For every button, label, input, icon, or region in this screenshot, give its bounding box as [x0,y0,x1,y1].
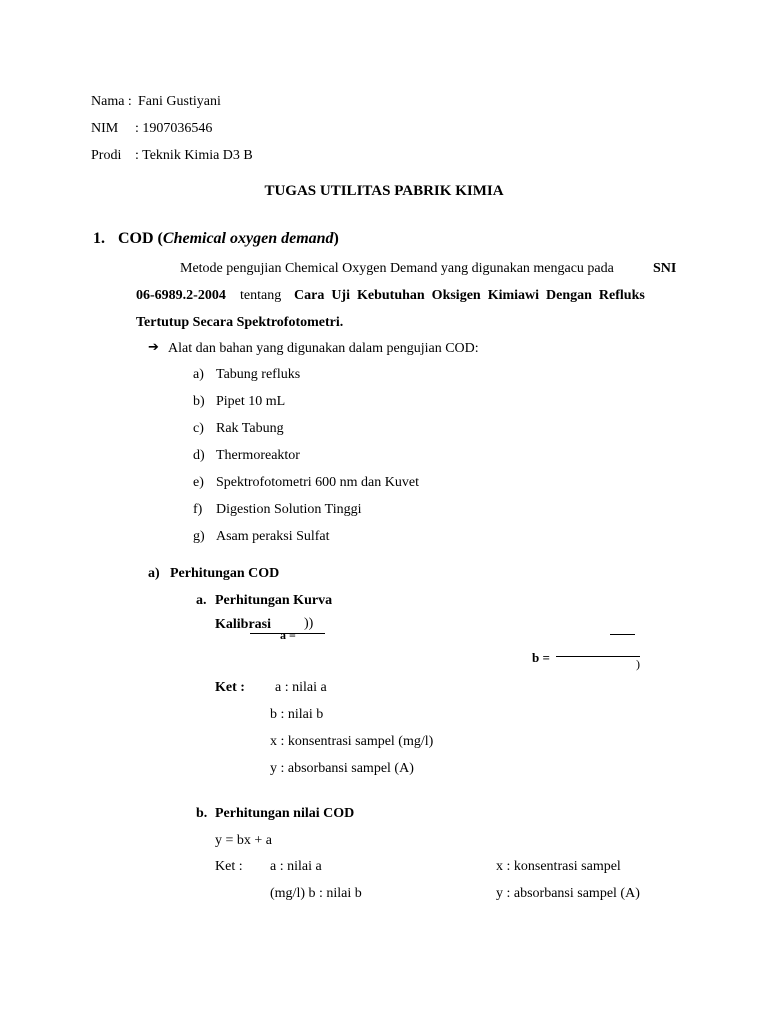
section-number: 1. [93,230,105,247]
prodi-value: : Teknik Kimia D3 B [135,148,253,163]
para-sni-code: 06-6989.2-2004 [136,288,226,303]
ket-label: Ket : [215,680,245,695]
nama-value: Fani Gustiyani [138,94,221,109]
list-item: Rak Tabung [216,421,284,436]
list-item-letter: f) [193,502,203,517]
kalibrasi-label: Kalibrasi [215,617,272,632]
list-item: Tabung refluks [216,367,301,382]
list-item: Spektrofotometri 600 nm dan Kuvet [216,475,419,490]
list-item: Asam peraksi Sulfat [216,529,330,544]
kurva-label: a. [196,593,207,608]
cod-ket-left-2: (mg/l) b : nilai b [270,886,362,901]
page-title: TUGAS UTILITAS PABRIK KIMIA [264,183,504,199]
nim-value: : 1907036546 [135,121,213,136]
para-sni: SNI [653,261,677,276]
para-tentang: tentang [240,288,282,303]
list-item: Thermoreaktor [216,448,300,463]
para-line-1: Metode pengujian Chemical Oxygen Demand yang digunakan mengacu pada [180,261,614,276]
subsection-title: Perhitungan COD [170,566,280,581]
kalibrasi-paren: )) [304,616,314,631]
list-item-letter: b) [193,394,205,409]
tools-intro: Alat dan bahan yang digunakan dalam pengujian COD: [168,341,479,356]
list-item: Digestion Solution Tinggi [216,502,362,517]
formula-b: b = [532,650,550,665]
ket-item: b : nilai b [270,707,324,722]
ket-item: x : konsentrasi sampel (mg/l) [270,734,434,749]
heading-suffix: ) [333,230,339,247]
para-method-title-end: Tertutup Secara Spektrofotometri. [136,315,344,330]
para-method-title: Cara Uji Kebutuhan Oksigen Kimiawi Dengan Refluks [294,288,645,303]
cod-ket-label: Ket : [215,859,243,874]
subsection-label: a) [148,566,160,581]
ket-item: a : nilai a [275,680,327,695]
fraction-bar-b [556,656,640,657]
arrow-icon: ➔ [148,340,159,355]
ket-item: y : absorbansi sampel (A) [270,761,414,776]
nim-label: NIM [91,121,119,136]
list-item-letter: g) [193,529,205,544]
section-heading [118,231,339,247]
cod-label: b. [196,806,208,821]
cod-ket-right-2: y : absorbansi sampel (A) [496,886,640,901]
nama-label: Nama : [91,94,132,109]
heading-italic: Chemical oxygen demand [162,230,334,247]
formula-a: a = [280,628,296,642]
list-item-letter: c) [193,421,204,436]
cod-formula: y = bx + a [215,833,273,848]
heading-prefix: COD ( [118,230,163,247]
cod-ket-left-1: a : nilai a [270,859,322,874]
fraction-bar-b-top [610,634,635,635]
list-item: Pipet 10 mL [216,394,286,409]
kurva-title: Perhitungan Kurva [215,593,333,608]
formula-b-paren: ) [636,657,640,671]
cod-ket-right-1: x : konsentrasi sampel [496,859,621,874]
list-item-letter: a) [193,367,204,382]
list-item-letter: d) [193,448,205,463]
cod-title: Perhitungan nilai COD [215,806,355,821]
list-item-letter: e) [193,475,204,490]
prodi-label: Prodi [91,148,122,163]
